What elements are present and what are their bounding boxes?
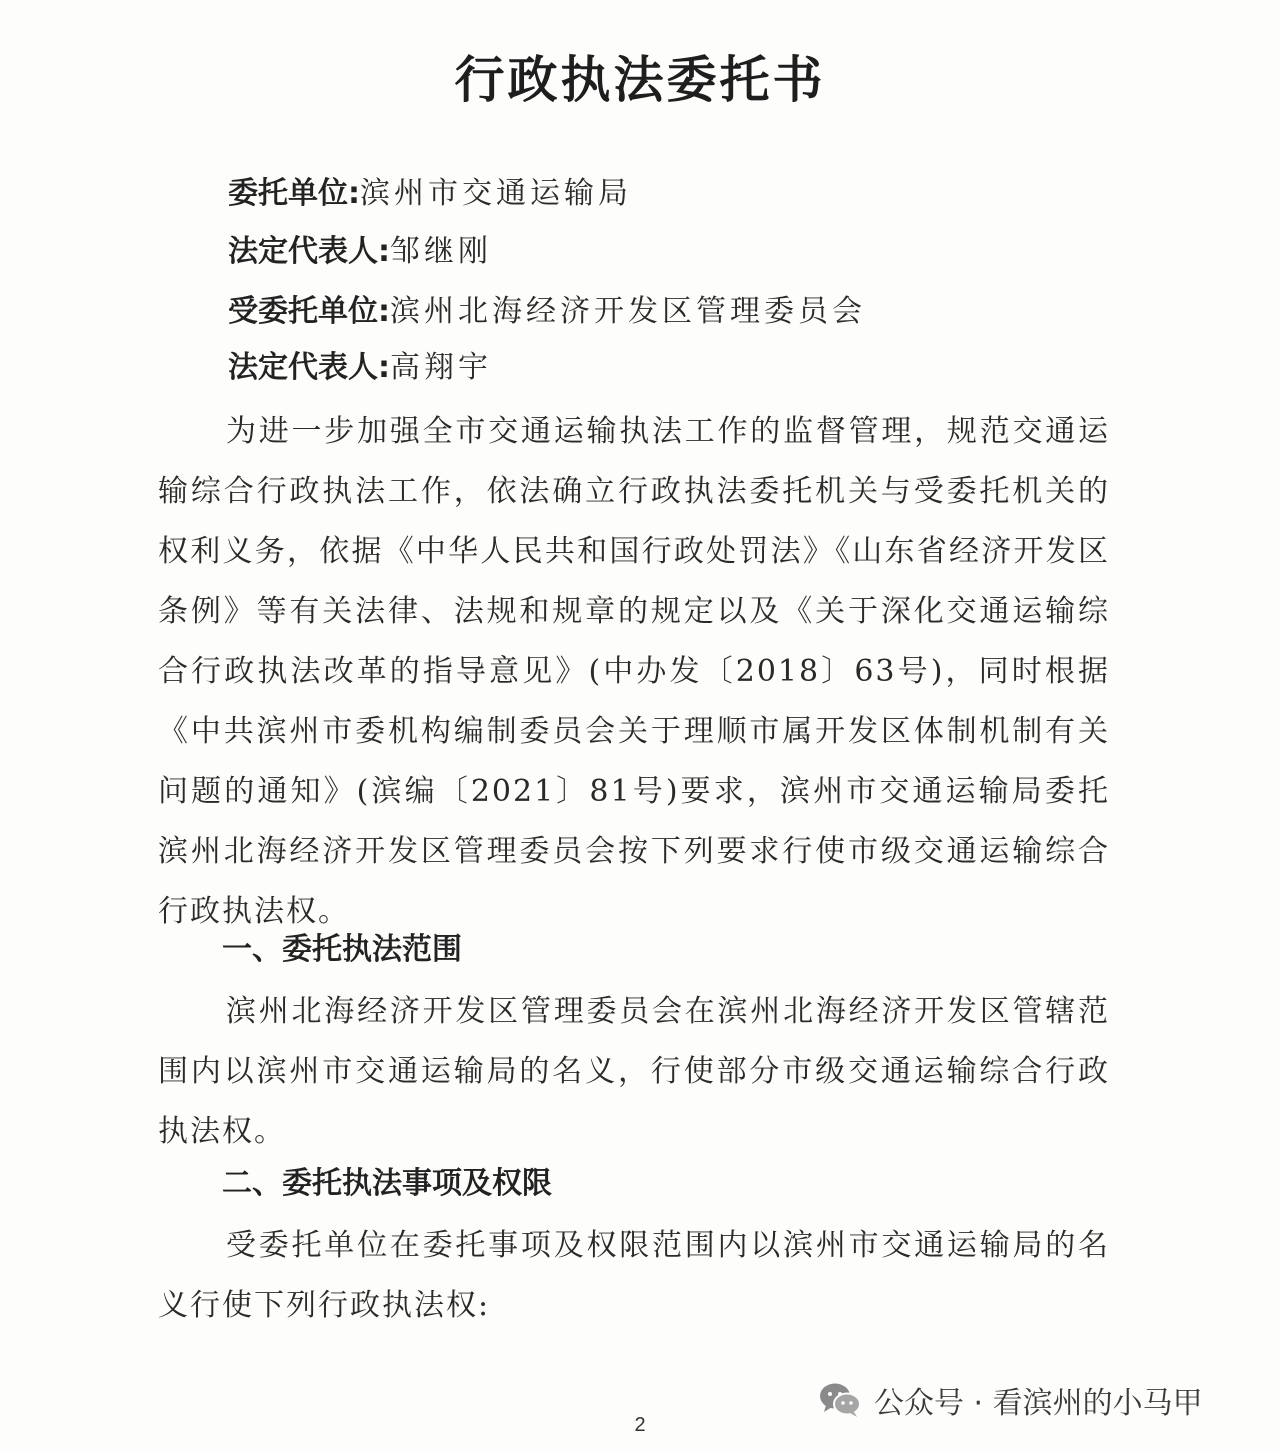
intro-paragraph: 为进一步加强全市交通运输执法工作的监督管理，规范交通运输综合行政执法工作，依法确立行政执法委托机关与受委托机关的权利义务，依据《中华人民共和国行政处罚法》《山东省经济开发区条例》等有关法律、法规和规章的规定以及《关于深化交通运输综合行政执法改革的指导意见》(中办发〔2018〕63号)，同时根据《中共滨州市委机构编制委员会关于理顺市属开发区体制机制有关问题的通知》(滨编〔2021〕81号)要求，滨州市交通运输局委托滨州北海经济开发区管理委员会按下列要求行使市级交通运输综合行政执法权。 xyxy=(158,414,1110,929)
field-label: 法定代表人: xyxy=(228,350,390,385)
field-legal-representative-2 xyxy=(228,348,492,388)
page-number: 2 xyxy=(634,1414,646,1436)
field-entrusting-unit xyxy=(228,174,632,214)
section1-body: 滨州北海经济开发区管理委员会在滨州北海经济开发区管辖范围内以滨州市交通运输局的名义，行使部分市级交通运输综合行政执法权。 xyxy=(158,994,1110,1149)
section2-heading: 二、委托执法事项及权限 xyxy=(222,1166,552,1201)
field-entrusted-unit xyxy=(228,292,866,332)
watermark-text: 公众号 · 看滨州的小马甲 xyxy=(874,1386,1203,1421)
field-legal-representative-1 xyxy=(228,232,492,272)
field-label: 法定代表人: xyxy=(228,234,390,269)
section1-heading: 一、委托执法范围 xyxy=(222,932,462,967)
field-label: 受委托单位: xyxy=(228,294,390,329)
field-value: 高翔宇 xyxy=(390,350,492,385)
document-title: 行政执法委托书 xyxy=(454,51,826,109)
field-value: 滨州市交通运输局 xyxy=(360,176,632,211)
section2-body: 受委托单位在委托事项及权限范围内以滨州市交通运输局的名义行使下列行政执法权: xyxy=(158,1228,1110,1323)
field-value: 邹继刚 xyxy=(390,234,492,269)
field-label: 委托单位: xyxy=(228,176,360,211)
field-value: 滨州北海经济开发区管理委员会 xyxy=(390,294,866,329)
